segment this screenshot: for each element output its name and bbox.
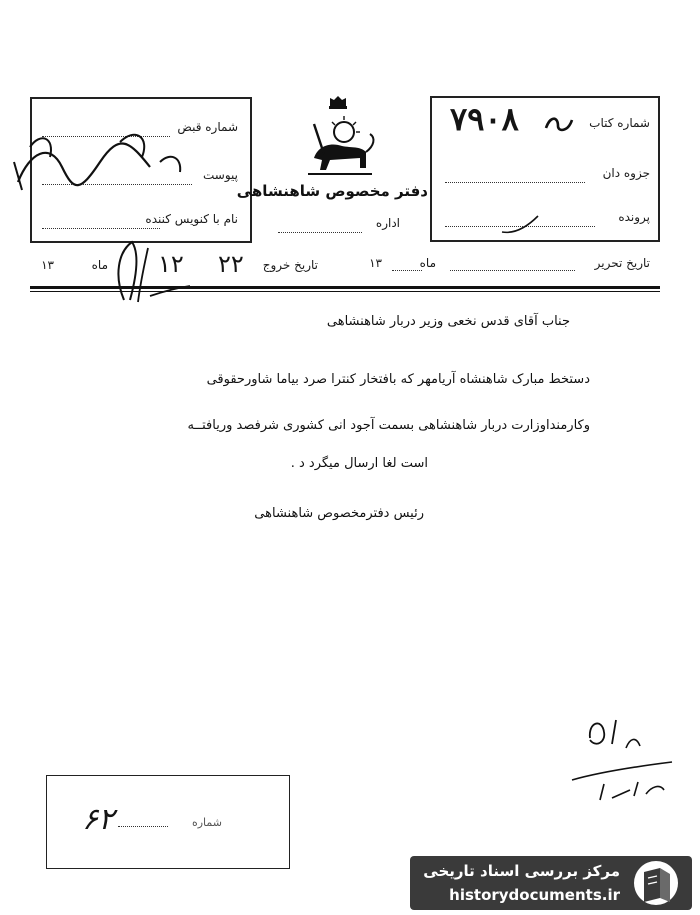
receipt-number-label: شماره قبض bbox=[177, 120, 238, 134]
header-divider-thin bbox=[30, 291, 660, 292]
letter-body-line-3: است لغا ارسال میگرد د . bbox=[290, 456, 428, 471]
letter-number-value: ۷۹۰۸ bbox=[450, 100, 519, 138]
write-year-prefix: ۱۳ bbox=[369, 256, 382, 270]
header-divider-thick bbox=[30, 286, 660, 289]
archive-stamp-text: شماره bbox=[191, 816, 222, 829]
lion-and-sun-emblem-icon bbox=[300, 96, 380, 180]
letter-signature: رئیس دفترمخصوص شاهنشاهی bbox=[254, 506, 424, 521]
carbon-copy-label: نام با کنویس کننده bbox=[145, 212, 238, 226]
dossier-label: پرونده bbox=[618, 210, 650, 224]
write-date-line bbox=[450, 270, 575, 271]
letter-body-line-1: دستخط مبارک شاهنشاه آریامهر که بافتخار کنترا صرد بیاما شاورحقوقی bbox=[206, 372, 590, 387]
letter-number-label: شماره کتاب bbox=[589, 116, 650, 130]
watermark-site-name: مرکز بررسی اسناد تاریخی bbox=[423, 862, 620, 880]
letter-body-line-2: وکارمنداوزارت دربار شاهنشاهی بسمت آجود انی کشوری شرفصد وریافتــه bbox=[187, 418, 590, 433]
dossier-scribble bbox=[500, 214, 540, 236]
write-month-label: ماه bbox=[419, 256, 436, 270]
write-month-line bbox=[392, 270, 422, 271]
exit-month-value: ۱۲ bbox=[158, 250, 184, 278]
archive-handwritten-number: ۶۲ bbox=[82, 802, 115, 837]
handwritten-initials bbox=[560, 708, 680, 804]
letter-number-prefix-mark bbox=[544, 112, 574, 136]
exit-month-label: ماه bbox=[91, 258, 108, 272]
handwritten-scribble bbox=[10, 112, 190, 202]
file-part-line bbox=[445, 182, 585, 183]
write-date-label: تاریخ تحریر bbox=[594, 256, 650, 270]
exit-day-value: ۲۲ bbox=[218, 250, 244, 278]
attachment-label: پیوست bbox=[203, 168, 238, 182]
watermark-site-url: historydocuments.ir bbox=[449, 886, 620, 904]
department-label: اداره bbox=[375, 216, 400, 230]
watermark-book-logo-icon bbox=[630, 858, 682, 908]
exit-year-prefix: ۱۳ bbox=[41, 258, 54, 272]
office-title: دفتر مخصوص شاهنشاهی bbox=[236, 182, 428, 200]
exit-date-label: تاریخ خروج bbox=[262, 258, 318, 272]
letter-salutation: جناب آقای قدس نخعی وزیر دربار شاهنشاهی bbox=[326, 314, 570, 329]
archive-number-line bbox=[118, 826, 168, 827]
file-part-label: جزوه دان bbox=[602, 166, 650, 180]
department-line bbox=[278, 232, 362, 233]
date-row-scribble bbox=[110, 226, 200, 308]
